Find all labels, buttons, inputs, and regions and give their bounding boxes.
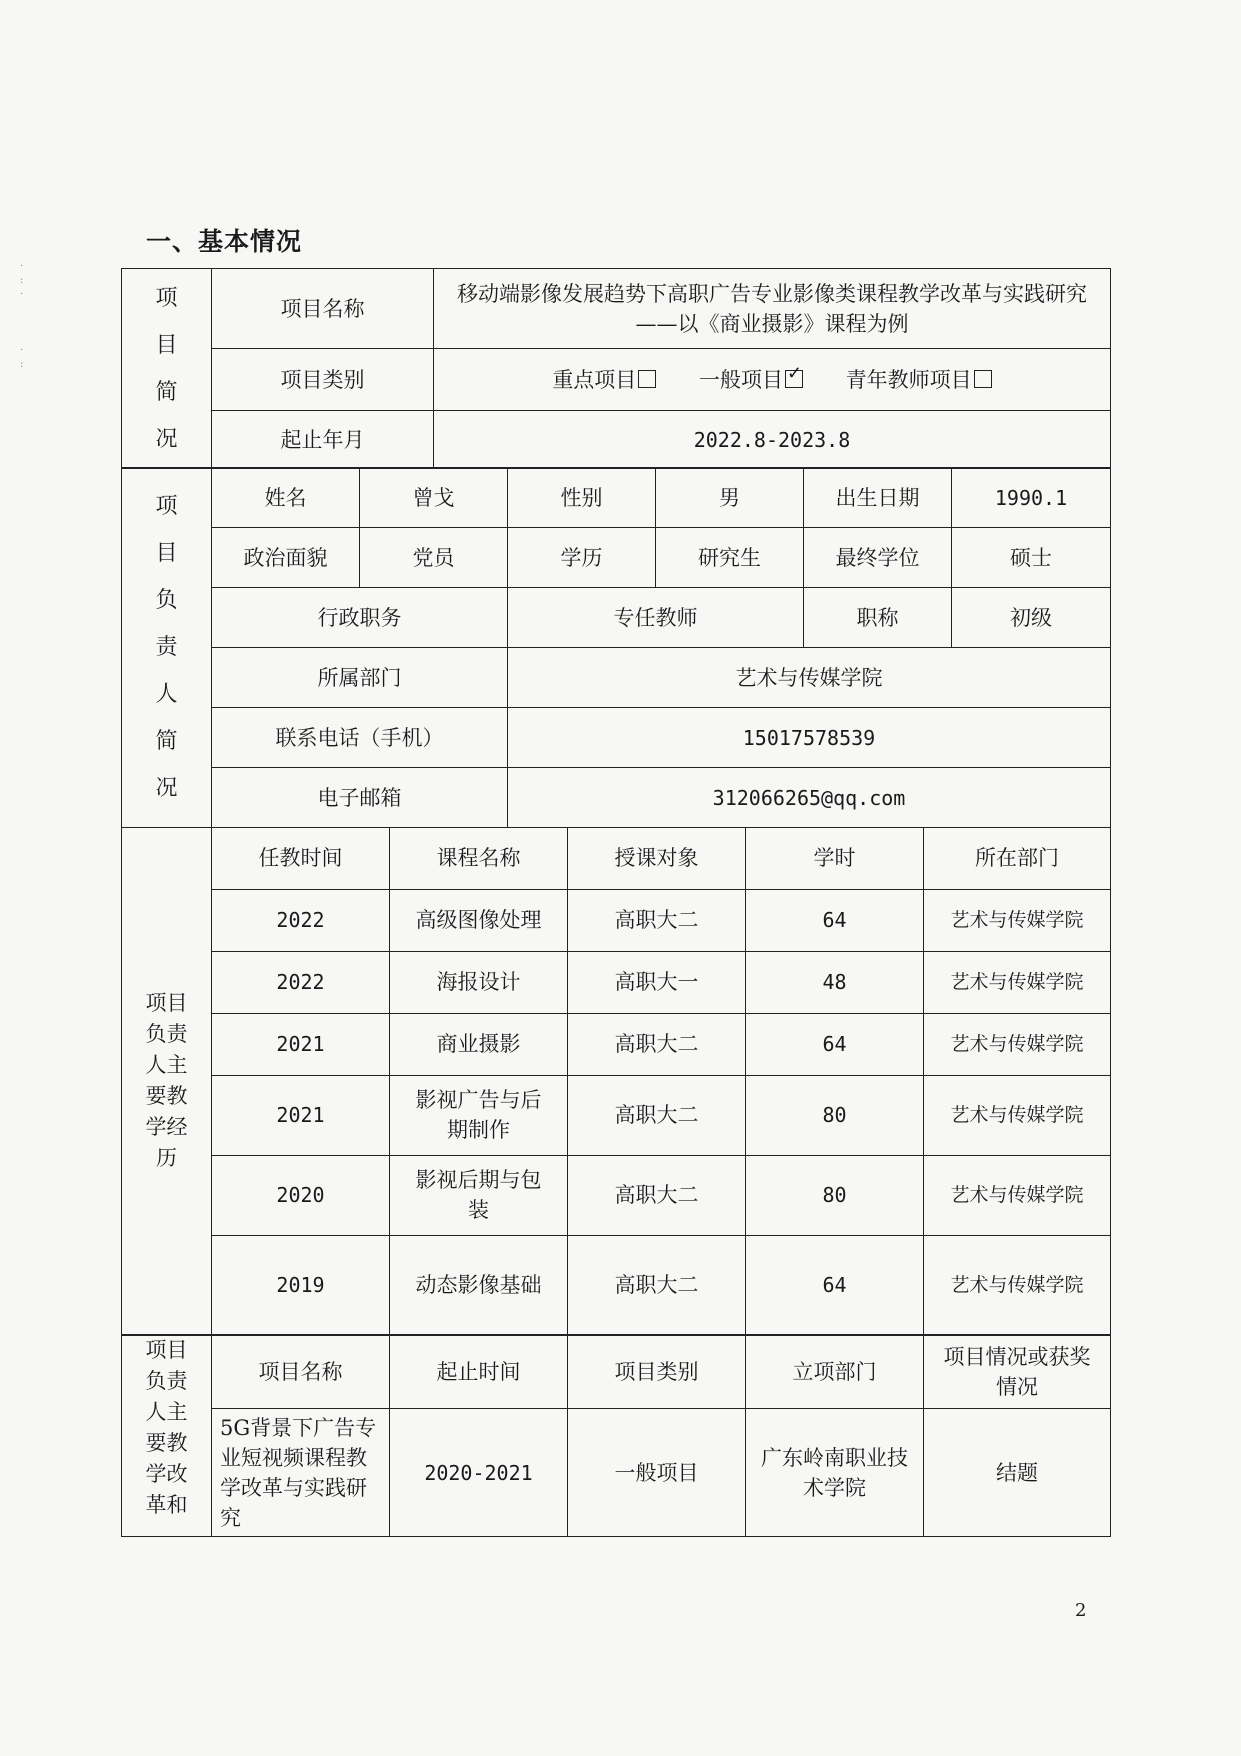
table-row (122, 1013, 1111, 1075)
period-value: 2022.8-2023.8 (434, 411, 1111, 469)
reform-header-type: 项目类别 (568, 1335, 746, 1409)
gender-label: 性别 (508, 468, 656, 528)
teaching-dept: 艺术与传媒学院 (924, 1235, 1111, 1335)
political-value: 党员 (360, 528, 508, 588)
teaching-audience: 高职大二 (568, 1235, 746, 1335)
teaching-year: 2022 (212, 889, 390, 951)
teaching-header-course: 课程名称 (390, 827, 568, 889)
section-heading: 一、基本情况 (146, 227, 303, 256)
project-section-label: 项目简况 (122, 269, 212, 469)
teaching-header-hours: 学时 (746, 827, 924, 889)
phone-value: 15017578539 (508, 708, 1111, 768)
phone-label: 联系电话（手机） (212, 708, 508, 768)
education-label: 学历 (508, 528, 656, 588)
type-option-young-teacher[interactable]: 青年教师项目 (846, 368, 992, 392)
reform-header-name: 项目名称 (212, 1335, 390, 1409)
teaching-hours: 64 (746, 889, 924, 951)
position-label: 行政职务 (212, 588, 508, 648)
reform-header-status: 项目情况或获奖情况 (924, 1335, 1111, 1409)
teaching-hours: 48 (746, 951, 924, 1013)
project-name-value: 移动端影像发展趋势下高职广告专业影像类课程教学改革与实践研究——以《商业摄影》课程为例 (434, 269, 1111, 349)
teaching-hours: 64 (746, 1013, 924, 1075)
basic-info-form (121, 268, 1111, 1537)
project-overview-table (121, 268, 1111, 469)
checkbox-key[interactable] (638, 370, 656, 388)
leader-name-value: 曾戈 (360, 468, 508, 528)
reform-header-period: 起止时间 (390, 1335, 568, 1409)
table-row (122, 951, 1111, 1013)
teaching-audience: 高职大一 (568, 951, 746, 1013)
teaching-experience-table (121, 827, 1111, 1336)
title-value: 初级 (952, 588, 1111, 648)
dept-value: 艺术与传媒学院 (508, 648, 1111, 708)
teaching-audience: 高职大二 (568, 1013, 746, 1075)
teaching-year: 2021 (212, 1013, 390, 1075)
dept-label: 所属部门 (212, 648, 508, 708)
project-type-label: 项目类别 (212, 349, 434, 411)
teaching-dept: 艺术与传媒学院 (924, 951, 1111, 1013)
teaching-audience: 高职大二 (568, 1075, 746, 1155)
teaching-dept: 艺术与传媒学院 (924, 889, 1111, 951)
teaching-audience: 高职大二 (568, 1155, 746, 1235)
birth-value: 1990.1 (952, 468, 1111, 528)
teaching-course: 影视后期与包装 (390, 1155, 568, 1235)
reform-section-label: 项目负责人主要教学改革和 (122, 1335, 212, 1537)
page-number: 2 (1075, 1600, 1087, 1621)
teaching-year: 2019 (212, 1235, 390, 1335)
education-value: 研究生 (656, 528, 804, 588)
leader-section-label: 项目负责人简况 (122, 468, 212, 828)
teaching-year: 2022 (212, 951, 390, 1013)
teaching-year: 2020 (212, 1155, 390, 1235)
table-row (122, 1409, 1111, 1537)
teaching-course: 高级图像处理 (390, 889, 568, 951)
reform-status: 结题 (924, 1409, 1111, 1537)
email-value: 312066265@qq.com (508, 768, 1111, 828)
birth-label: 出生日期 (804, 468, 952, 528)
reform-period: 2020-2021 (390, 1409, 568, 1537)
table-row (122, 1235, 1111, 1335)
reform-dept: 广东岭南职业技术学院 (746, 1409, 924, 1537)
teaching-hours: 64 (746, 1235, 924, 1335)
teaching-course: 动态影像基础 (390, 1235, 568, 1335)
degree-value: 硕士 (952, 528, 1111, 588)
reform-type: 一般项目 (568, 1409, 746, 1537)
table-row (122, 1155, 1111, 1235)
checkbox-general-checked[interactable] (785, 370, 803, 388)
project-type-options (434, 349, 1111, 411)
reform-header-dept: 立项部门 (746, 1335, 924, 1409)
scan-marks: · : · · : (20, 261, 24, 370)
teaching-header-audience: 授课对象 (568, 827, 746, 889)
gender-value: 男 (656, 468, 804, 528)
degree-label: 最终学位 (804, 528, 952, 588)
teaching-year: 2021 (212, 1075, 390, 1155)
political-label: 政治面貌 (212, 528, 360, 588)
teaching-reform-table (121, 1334, 1111, 1537)
teaching-hours: 80 (746, 1155, 924, 1235)
period-label: 起止年月 (212, 411, 434, 469)
teaching-dept: 艺术与传媒学院 (924, 1013, 1111, 1075)
teaching-hours: 80 (746, 1075, 924, 1155)
teaching-dept: 艺术与传媒学院 (924, 1075, 1111, 1155)
teaching-dept: 艺术与传媒学院 (924, 1155, 1111, 1235)
teaching-header-dept: 所在部门 (924, 827, 1111, 889)
checkbox-young-teacher[interactable] (974, 370, 992, 388)
teaching-section-label: 项目负责人主要教学经历 (122, 827, 212, 1335)
teaching-course: 商业摄影 (390, 1013, 568, 1075)
project-name-label: 项目名称 (212, 269, 434, 349)
leader-info-table (121, 467, 1111, 828)
table-row (122, 889, 1111, 951)
teaching-header-time: 任教时间 (212, 827, 390, 889)
teaching-course: 海报设计 (390, 951, 568, 1013)
title-label: 职称 (804, 588, 952, 648)
leader-name-label: 姓名 (212, 468, 360, 528)
table-row (122, 1075, 1111, 1155)
reform-name: 5G背景下广告专业短视频课程教学改革与实践研究 (212, 1409, 390, 1537)
teaching-audience: 高职大二 (568, 889, 746, 951)
email-label: 电子邮箱 (212, 768, 508, 828)
type-option-general[interactable]: 一般项目✓ (699, 368, 803, 392)
position-value: 专任教师 (508, 588, 804, 648)
teaching-course: 影视广告与后期制作 (390, 1075, 568, 1155)
type-option-key[interactable]: 重点项目 (552, 368, 656, 392)
